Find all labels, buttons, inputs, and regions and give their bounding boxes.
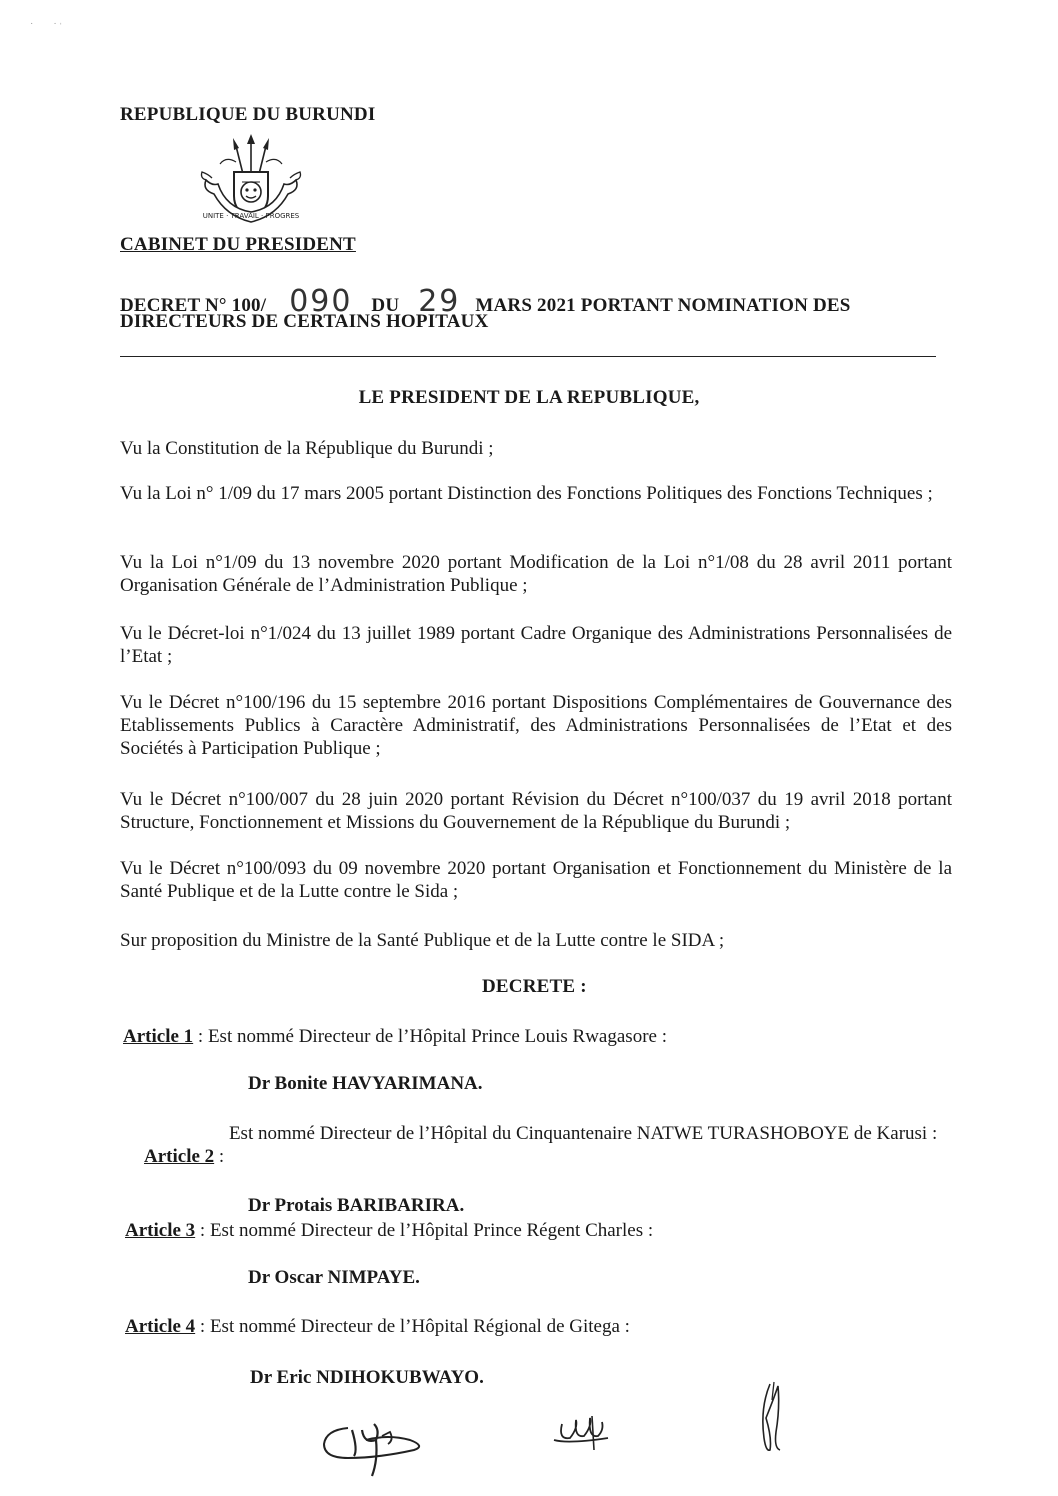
article-3 — [125, 1219, 955, 1242]
consideration-3: Vu la Loi n°1/09 du 13 novembre 2020 portant Modification de la Loi n°1/08 du 28 avril 2011 portant Organisation Générale de l’Administration Publique ; — [120, 552, 952, 596]
consideration-5: Vu le Décret n°100/196 du 15 septembre 2016 portant Dispositions Complémentaires de Gouvernance des Etablissements Publics à Caractère Administratif, des Administrations Personnalisées de l’Etat et des Sociétés à Participation Publique ; — [120, 692, 952, 759]
consideration-6: Vu le Décret n°100/007 du 28 juin 2020 portant Révision du Décret n°100/037 du 19 avril 2018 portant Structure, Fonctionnement et Missions du Gouvernement de la République du Burundi ; — [120, 789, 952, 833]
decree-title-line2: DIRECTEURS DE CERTAINS HOPITAUX — [120, 311, 489, 332]
article-4-label: Article 4 — [125, 1316, 196, 1337]
article-4-appointee: Dr Eric NDIHOKUBWAYO. — [250, 1367, 484, 1388]
signature-initials-2 — [548, 1410, 618, 1456]
decree-suffix: MARS 2021 PORTANT NOMINATION DES — [475, 295, 851, 316]
article-1-separator: : — [193, 1026, 208, 1047]
republic-heading: REPUBLIQUE DU BURUNDI — [120, 104, 376, 125]
article-2-label: Article 2 — [144, 1146, 215, 1167]
article-2-separator: : — [214, 1146, 229, 1167]
consideration-8: Sur proposition du Ministre de la Santé Publique et de la Lutte contre le SIDA ; — [120, 930, 725, 951]
article-4 — [125, 1315, 955, 1338]
decree-prefix: DECRET N° 100/ — [120, 295, 267, 316]
president-heading: LE PRESIDENT DE LA REPUBLIQUE, — [358, 387, 700, 408]
consideration-2: Vu la Loi n° 1/09 du 17 mars 2005 portant Distinction des Fonctions Politiques des Fonctions Techniques ; — [120, 483, 933, 504]
title-divider — [120, 356, 936, 357]
article-3-appointee: Dr Oscar NIMPAYE. — [248, 1267, 420, 1288]
emblem-motto: UNITE · TRAVAIL · PROGRES — [202, 212, 300, 220]
article-4-text: Est nommé Directeur de l’Hôpital Régional de Gitega : — [209, 1316, 630, 1337]
decree-du: DU — [371, 295, 400, 316]
consideration-1: Vu la Constitution de la République du Burundi ; — [120, 438, 494, 459]
signature-initials-1 — [318, 1410, 428, 1480]
consideration-7: Vu le Décret n°100/093 du 09 novembre 2020 portant Organisation et Fonctionnement du Ministère de la Santé Publique et de la Lutte contre le Sida ; — [120, 858, 952, 902]
decree-day-handwritten: 29 — [418, 284, 461, 319]
article-3-text: Est nommé Directeur de l’Hôpital Prince Régent Charles : — [209, 1220, 654, 1241]
cabinet-heading: CABINET DU PRESIDENT — [120, 234, 356, 255]
article-1-appointee: Dr Bonite HAVYARIMANA. — [248, 1073, 483, 1094]
article-3-separator: : — [195, 1220, 210, 1241]
article-1-label: Article 1 — [123, 1026, 194, 1047]
article-3-label: Article 3 — [125, 1220, 196, 1241]
article-1 — [123, 1025, 953, 1048]
scan-mark: ˙ ˙ ˈ — [30, 22, 63, 33]
decrete-heading: DECRETE : — [482, 976, 587, 997]
article-4-separator: : — [195, 1316, 210, 1337]
consideration-4: Vu le Décret-loi n°1/024 du 13 juillet 1989 portant Cadre Organique des Administrations Personnalisées de l’Etat ; — [120, 623, 952, 667]
article-2-appointee: Dr Protais BARIBARIRA. — [248, 1195, 465, 1216]
signature-initials-3 — [752, 1378, 792, 1458]
article-1-text: Est nommé Directeur de l’Hôpital Prince Louis Rwagasore : — [207, 1026, 667, 1047]
coat-of-arms-emblem — [196, 134, 306, 236]
article-2-text: Est nommé Directeur de l’Hôpital du Cinquantenaire NATWE TURASHOBOYE de Karusi : — [228, 1123, 938, 1144]
article-2 — [125, 1122, 955, 1191]
decree-number-handwritten: 090 — [289, 284, 353, 319]
